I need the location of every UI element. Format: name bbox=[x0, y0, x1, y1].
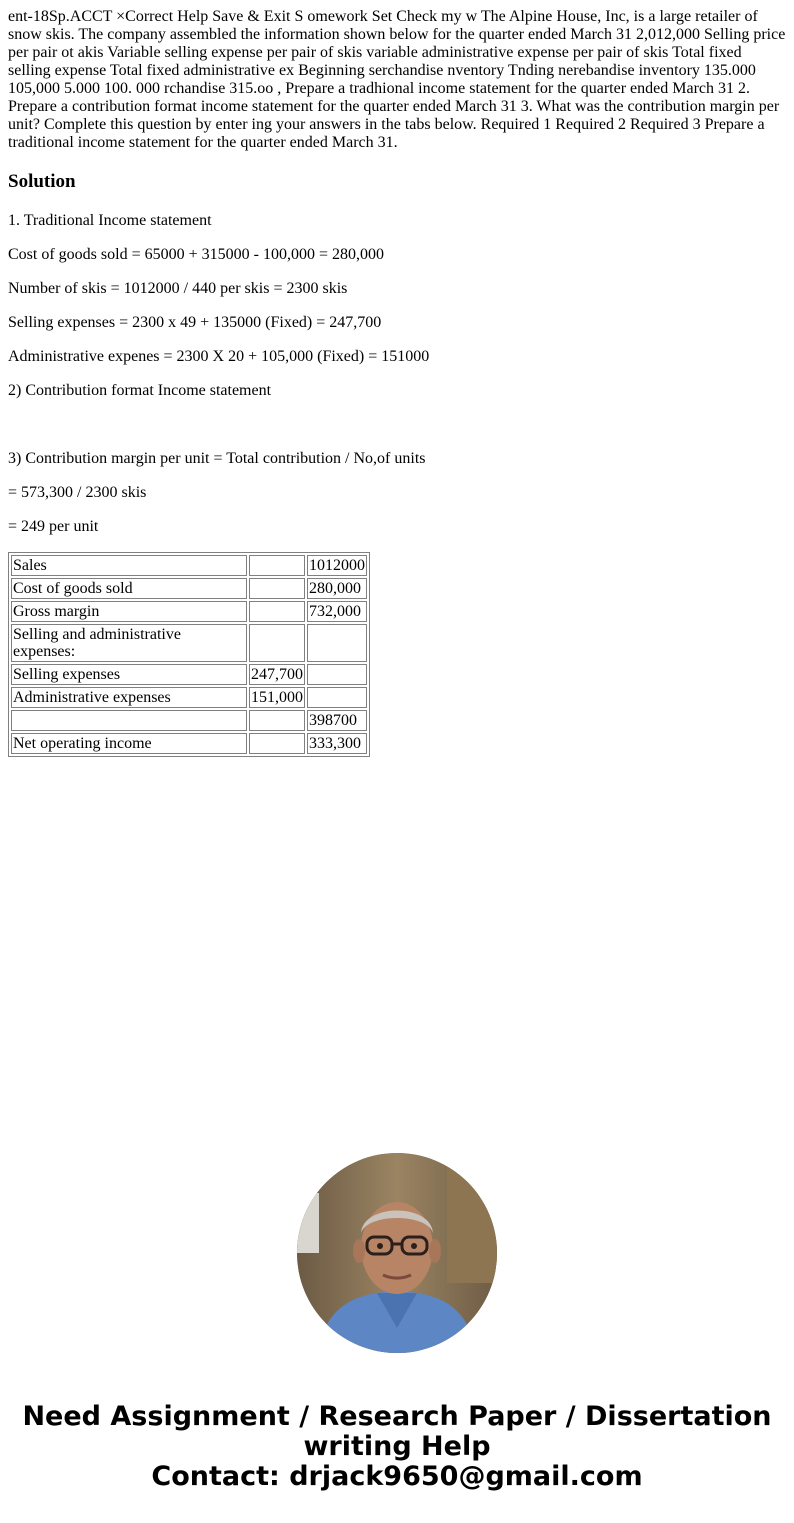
solution-line: = 249 per unit bbox=[8, 518, 99, 535]
table-row bbox=[11, 710, 367, 731]
table-row bbox=[11, 687, 367, 708]
solution-line: Number of skis = 1012000 / 440 per skis = 2300 skis bbox=[8, 280, 348, 297]
promo-banner bbox=[0, 1402, 794, 1492]
solution-line: 2) Contribution format Income statement bbox=[8, 382, 272, 399]
table-cell bbox=[249, 624, 305, 662]
table-row bbox=[11, 624, 367, 662]
table-cell: 732,000 bbox=[307, 601, 367, 622]
table-cell bbox=[307, 624, 367, 662]
table-cell: 280,000 bbox=[307, 578, 367, 599]
table-row bbox=[11, 664, 367, 685]
table-cell: 398700 bbox=[307, 710, 367, 731]
table-cell: Gross margin bbox=[11, 601, 247, 622]
solution-heading: Solution bbox=[8, 171, 76, 192]
table-cell: Administrative expenses bbox=[11, 687, 247, 708]
solution-line: Selling expenses = 2300 x 49 + 135000 (Fixed) = 247,700 bbox=[8, 314, 382, 331]
table-cell: Selling expenses bbox=[11, 664, 247, 685]
promo-line: writing Help bbox=[303, 1431, 491, 1462]
author-portrait-image bbox=[297, 1153, 497, 1353]
table-cell: Selling and administrative expenses: bbox=[11, 624, 247, 662]
income-statement-table bbox=[8, 552, 370, 757]
table-cell: Sales bbox=[11, 555, 247, 576]
table-cell: 333,300 bbox=[307, 733, 367, 754]
question-text: ent-18Sp.ACCT ×Correct Help Save & Exit S omework Set Check my w The Alpine House, Inc, is a large retailer of snow skis. The company assembled the information shown below for the quarter ended March 31 2,012,000 Selling price per pair ot akis Variable selling expense per pair of skis variable administrative expense per pair of skis Total fixed selling expense Total fixed administrative ex Beginning serchandise nventory Tnding nerebandise inventory 135.000 105,000 5.000 100. 000 rchandise 315.oo , Prepare a tradhional income statement for the quarter ended March 31 2. Prepare a contribution format income statement for the quarter ended March 31 3. What was the contribution margin per unit? Complete this question by enter ing your answers in the tabs below. Required 1 Required 2 Required 3 Prepare a traditional income statement for the quarter ended March 31. bbox=[8, 8, 786, 151]
document-body bbox=[0, 0, 794, 757]
table-row bbox=[11, 578, 367, 599]
solution-line: Cost of goods sold = 65000 + 315000 - 100,000 = 280,000 bbox=[8, 246, 384, 263]
promo-contact: Contact: drjack9650@gmail.com bbox=[151, 1461, 643, 1492]
table-cell bbox=[249, 578, 305, 599]
table-cell: 1012000 bbox=[309, 557, 365, 574]
table-cell bbox=[307, 664, 367, 685]
table-cell bbox=[249, 601, 305, 622]
table-cell: 151,000 bbox=[251, 689, 303, 706]
solution-line: 1. Traditional Income statement bbox=[8, 212, 212, 229]
table-cell bbox=[249, 733, 305, 754]
table-row bbox=[11, 555, 367, 576]
author-avatar bbox=[297, 1153, 497, 1353]
solution-line: = 573,300 / 2300 skis bbox=[8, 484, 147, 501]
promo-line: Need Assignment / Research Paper / Dissertation bbox=[22, 1401, 772, 1432]
solution-line: 3) Contribution margin per unit = Total contribution / No,of units bbox=[8, 450, 426, 467]
table-cell bbox=[249, 555, 305, 576]
table-cell: Cost of goods sold bbox=[11, 578, 247, 599]
table-cell bbox=[307, 687, 367, 708]
table-row bbox=[11, 733, 367, 754]
table-cell: Net operating income bbox=[11, 733, 247, 754]
spacer bbox=[8, 416, 786, 450]
table-cell bbox=[249, 710, 305, 731]
table-row bbox=[11, 601, 367, 622]
solution-line: Administrative expenes = 2300 X 20 + 105,000 (Fixed) = 151000 bbox=[8, 348, 430, 365]
table-cell bbox=[11, 710, 247, 731]
table-cell: 247,700 bbox=[251, 666, 303, 683]
